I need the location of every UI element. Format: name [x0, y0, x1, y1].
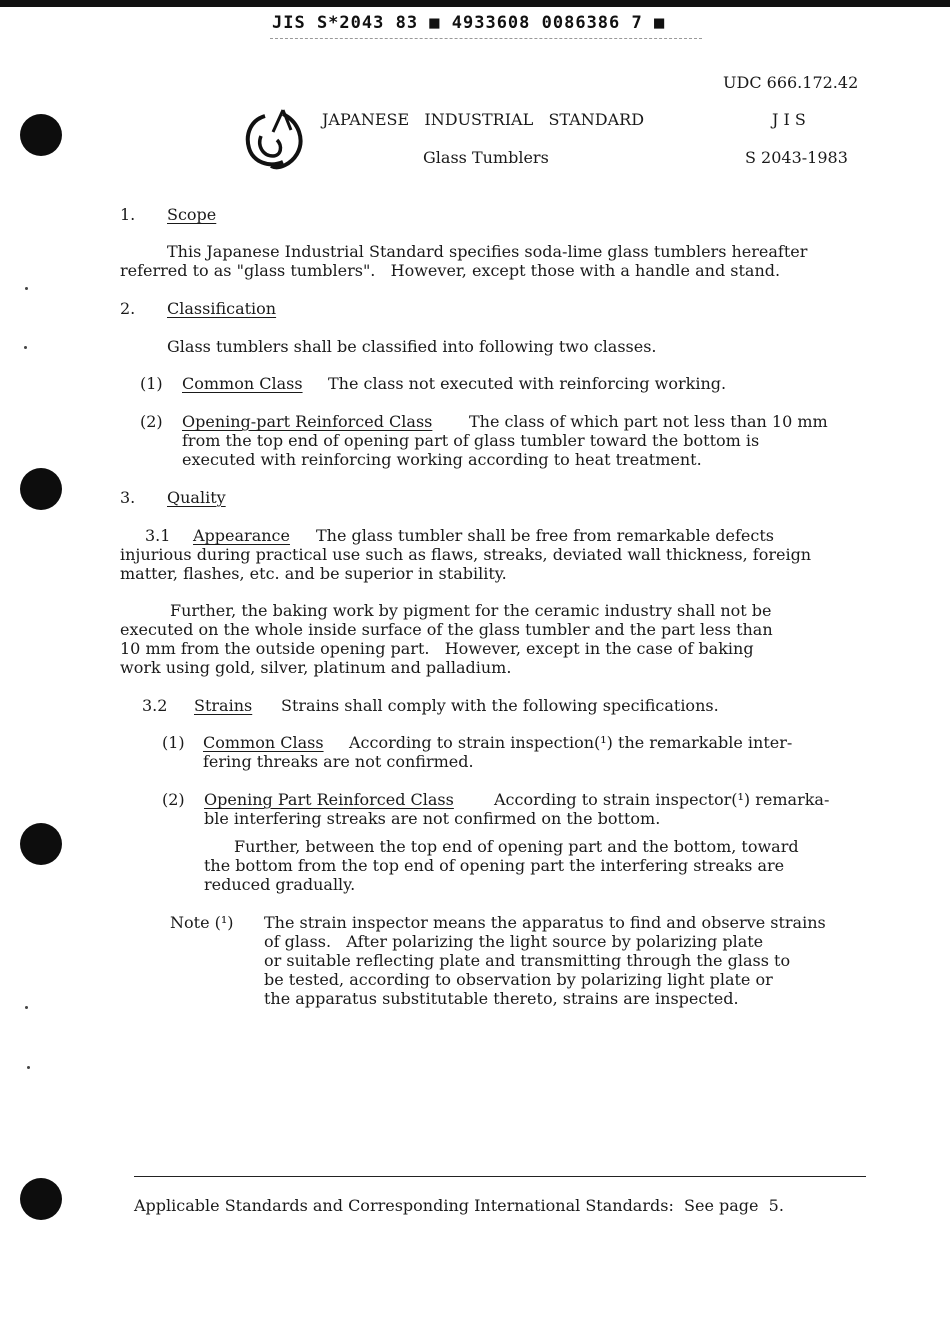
- scan-header-rule: [270, 38, 702, 39]
- baking-text: 10 mm from the outside opening part. However, except in the case of baking: [120, 639, 754, 658]
- appearance-text: injurious during practical use such as flaws, streaks, deviated wall thickness, foreign: [120, 545, 812, 564]
- term-common-class: Common Class: [182, 374, 303, 393]
- scan-speck: [25, 1006, 28, 1009]
- subsection-number: 3.1: [145, 526, 171, 545]
- item-text: The class not executed with reinforcing working.: [328, 374, 727, 393]
- item-text: executed with reinforcing working according to heat treatment.: [182, 450, 702, 469]
- appearance-text: matter, flashes, etc. and be superior in stability.: [120, 564, 507, 583]
- term-appearance: Appearance: [193, 526, 290, 545]
- section-number: 1.: [120, 205, 136, 224]
- term-opening-part-reinforced-class: Opening-part Reinforced Class: [182, 412, 433, 431]
- note-text: be tested, according to observation by polarizing light plate or: [264, 970, 773, 989]
- footer-note: Applicable Standards and Corresponding International Standards: See page 5.: [134, 1196, 784, 1215]
- baking-text: work using gold, silver, platinum and palladium.: [120, 658, 512, 677]
- classification-intro: Glass tumblers shall be classified into following two classes.: [167, 337, 657, 356]
- scan-speck: [25, 287, 28, 290]
- appearance-text: The glass tumbler shall be free from remarkable defects: [316, 526, 774, 545]
- scan-header-code: JIS S*2043 83 ■ 4933608 0086386 7 ■: [272, 13, 666, 33]
- section-heading-scope: Scope: [167, 205, 217, 224]
- strain-item-text: According to strain inspection(¹) the remarkable inter-: [349, 733, 793, 752]
- scan-speck: [27, 1066, 30, 1069]
- baking-text: executed on the whole inside surface of the glass tumbler and the part less than: [120, 620, 773, 639]
- strain-item-text: fering threaks are not confirmed.: [203, 752, 474, 771]
- term-common-class: Common Class: [203, 733, 324, 752]
- note-label: Note (¹): [170, 913, 234, 932]
- item-text: The class of which part not less than 10 mm: [469, 412, 828, 431]
- item-number: (2): [162, 790, 185, 809]
- note-text: The strain inspector means the apparatus to find and observe strains: [264, 913, 826, 932]
- baking-text: Further, the baking work by pigment for the ceramic industry shall not be: [170, 601, 772, 620]
- punch-hole: [20, 468, 62, 510]
- jis-number: S 2043-1983: [745, 148, 848, 167]
- strain-item-text: ble interfering streaks are not confirmed on the bottom.: [204, 809, 661, 828]
- jis-label: J I S: [772, 110, 806, 129]
- note-text: or suitable reflecting plate and transmitting through the glass to: [264, 951, 791, 970]
- org-title: JAPANESE INDUSTRIAL STANDARD: [322, 110, 645, 129]
- item-number: (1): [162, 733, 185, 752]
- section-heading-quality: Quality: [167, 488, 226, 507]
- scope-line: referred to as "glass tumblers". However, except those with a handle and stand.: [120, 261, 781, 280]
- udc-code: UDC 666.172.42: [723, 73, 859, 92]
- strain-item-text: reduced gradually.: [204, 875, 356, 894]
- strains-text: Strains shall comply with the following specifications.: [281, 696, 719, 715]
- punch-hole: [20, 823, 62, 865]
- strain-item-text: According to strain inspector(¹) remarka-: [494, 790, 830, 809]
- jis-logo-icon: [243, 106, 307, 174]
- scan-top-bar: [0, 0, 950, 7]
- strain-item-text: the bottom from the top end of opening part the interfering streaks are: [204, 856, 785, 875]
- note-text: the apparatus substitutable thereto, strains are inspected.: [264, 989, 739, 1008]
- punch-hole: [20, 114, 62, 156]
- item-number: (1): [140, 374, 163, 393]
- subsection-number: 3.2: [142, 696, 168, 715]
- term-opening-part-reinforced-class: Opening Part Reinforced Class: [204, 790, 454, 809]
- item-number: (2): [140, 412, 163, 431]
- note-text: of glass. After polarizing the light source by polarizing plate: [264, 932, 764, 951]
- section-number: 2.: [120, 299, 136, 318]
- item-text: from the top end of opening part of glass tumbler toward the bottom is: [182, 431, 760, 450]
- punch-hole: [20, 1178, 62, 1220]
- section-number: 3.: [120, 488, 136, 507]
- term-strains: Strains: [194, 696, 253, 715]
- doc-title: Glass Tumblers: [423, 148, 549, 167]
- footer-rule: [134, 1176, 866, 1177]
- section-heading-classification: Classification: [167, 299, 277, 318]
- scan-speck: [24, 346, 27, 349]
- scope-line: This Japanese Industrial Standard specifies soda-lime glass tumblers hereafter: [167, 242, 808, 261]
- strain-item-text: Further, between the top end of opening part and the bottom, toward: [234, 837, 799, 856]
